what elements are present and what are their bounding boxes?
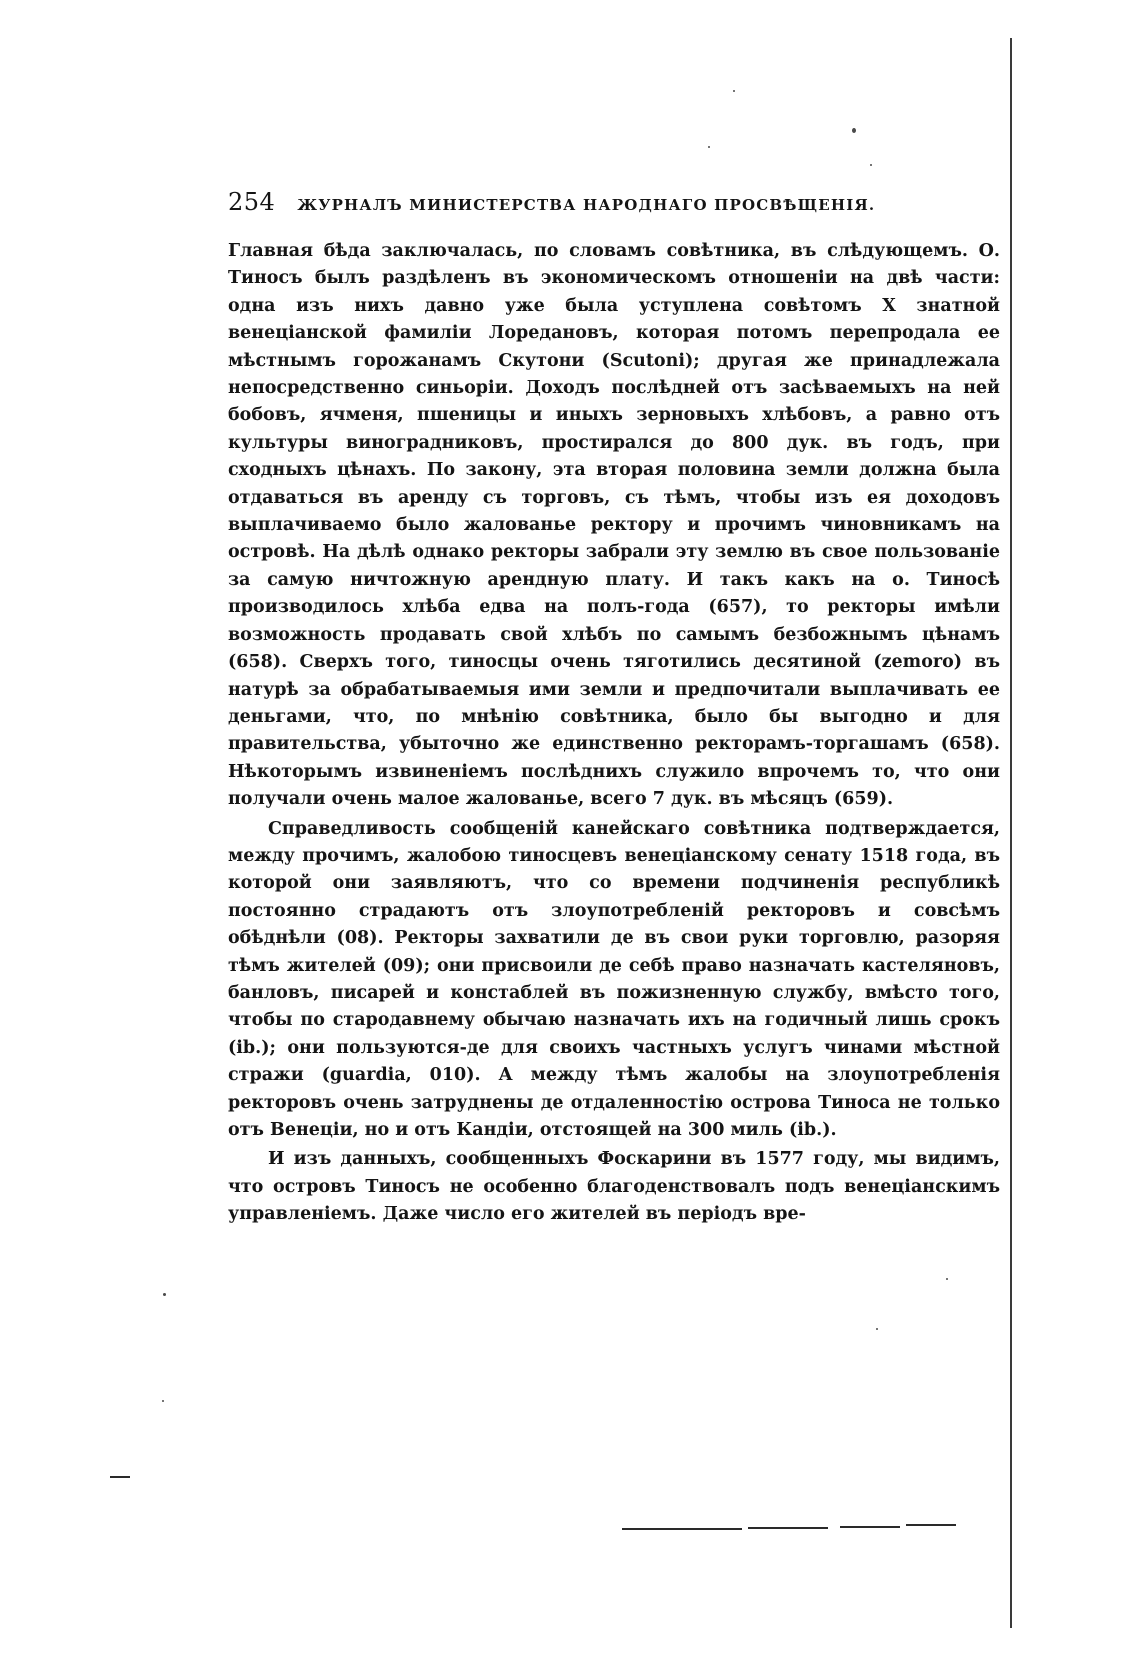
scan-dash [110, 1476, 130, 1478]
page-number: 254 [228, 188, 276, 216]
scan-speck [162, 1400, 164, 1402]
paragraph-3: И изъ данныхъ, сообщенныхъ Фоскарини въ 1577 году, мы видимъ, что островъ Тиносъ не особенно благоденствовалъ подъ венеціанскимъ управленіемъ. Даже число его жителей въ періодъ вре- [228, 1149, 1000, 1225]
page-header [228, 188, 1008, 222]
scan-speck [708, 146, 710, 148]
running-head: ЖУРНАЛЪ МИНИСТЕРСТВА НАРОДНАГО ПРОСВѢЩЕНІЯ. [297, 196, 876, 214]
body-text [228, 238, 1000, 1229]
scan-dash [840, 1526, 900, 1528]
scan-dash [906, 1524, 956, 1526]
page-edge-rule [1010, 38, 1012, 1628]
scan-speck [876, 1328, 878, 1330]
scan-speck [852, 128, 856, 133]
paragraph-1: Главная бѣда заключалась, по словамъ совѣтника, въ слѣдующемъ. О. Тиносъ былъ раздѣленъ въ экономическомъ отношеніи на двѣ части: одна изъ нихъ давно уже была уступлена совѣтомъ X знатной венеціанской фамиліи Лоредановъ, которая потомъ перепродала ее мѣстнымъ горожанамъ Скутони (Scutoni); другая же принадлежала непосредственно синьоріи. Доходъ послѣдней отъ засѣваемыхъ на ней бобовъ, ячменя, пшеницы и иныхъ зерновыхъ хлѣбовъ, а равно отъ культуры виноградниковъ, простирался до 800 дук. въ годъ, при сходныхъ цѣнахъ. По закону, эта вторая половина земли должна была отдаваться въ аренду съ торговъ, съ тѣмъ, чтобы изъ ея доходовъ выплачиваемо было жалованье ректору и прочимъ чиновникамъ на островѣ. На дѣлѣ однако ректоры забрали эту землю въ свое пользованіе за самую ничтожную арендную плату. И такъ какъ на о. Тиносѣ производилось хлѣба едва на полъ-года (657), то ректоры имѣли возможность продавать свой хлѣбъ по самымъ безбожнымъ цѣнамъ (658). Сверхъ того, тиносцы очень тяготились десятиной (zemoro) въ натурѣ за обрабатываемыя ими земли и предпочитали выплачивать ее деньгами, что, по мнѣнію совѣтника, было бы выгодно и для правительства, убыточно же единственно ректорамъ-торгашамъ (658). Нѣкоторымъ извиненіемъ послѣднихъ служило впрочемъ то, что они получали очень малое жалованье, всего 7 дук. въ мѣсяцъ (659). [228, 241, 1000, 810]
scan-dash [622, 1528, 742, 1530]
scan-speck [946, 1278, 948, 1280]
scan-speck [733, 90, 735, 92]
paragraph-2: Справедливость сообщеній канейскаго совѣтника подтверждается, между прочимъ, жалобою тиносцевъ венеціанскому сенату 1518 года, въ которой они заявляютъ, что со времени подчиненія республикѣ постоянно страдаютъ отъ злоупотребленій ректоровъ и совсѣмъ обѣднѣли (08). Ректоры захватили де въ свои руки торговлю, разоряя тѣмъ жителей (09); они присвоили де себѣ право назначать кастеляновъ, банловъ, писарей и констаблей въ пожизненную службу, вмѣсто того, чтобы по стародавнему обычаю назначать ихъ на годичный лишь срокъ (ib.); они пользуются-де для своихъ частныхъ услугъ чинами мѣстной стражи (guardia, 010). А между тѣмъ жалобы на злоупотребленія ректоровъ очень затруднены де отдаленностію острова Тиноса не только отъ Венеціи, но и отъ Кандіи, отстоящей на 300 миль (ib.). [228, 818, 1000, 1140]
scan-dash [748, 1527, 828, 1529]
scan-speck [163, 1293, 166, 1296]
scan-speck [870, 164, 872, 166]
